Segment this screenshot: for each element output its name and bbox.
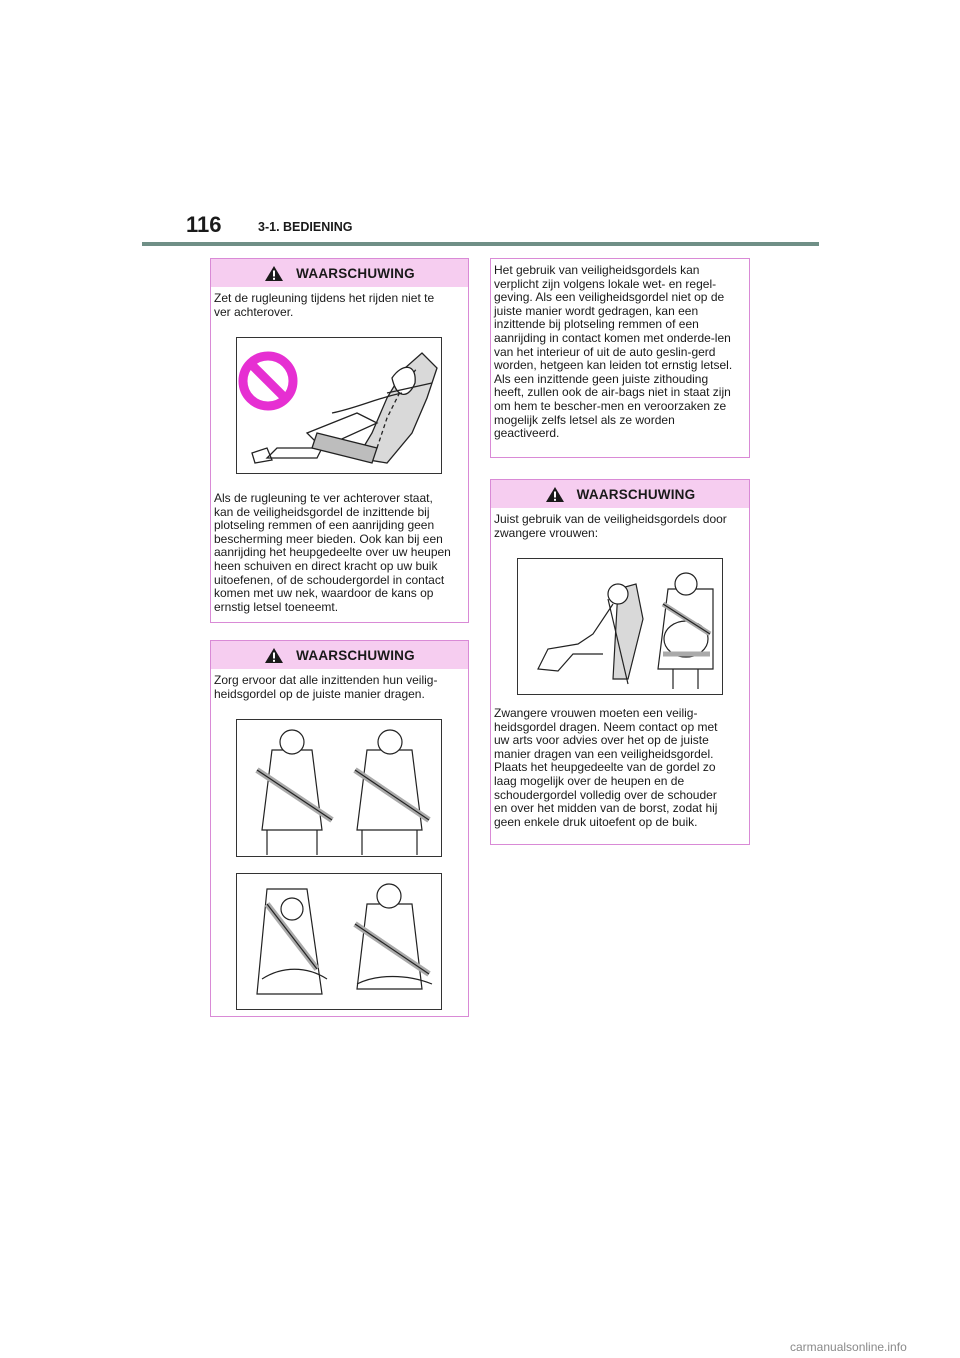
warning-title: WAARSCHUWING	[296, 265, 415, 281]
warning-intro: Zet de rugleuning tijdens het rijden niet te ver achterover.	[214, 291, 435, 319]
warning-triangle-icon	[264, 647, 284, 664]
figure-adult-belt-fitting	[236, 719, 442, 857]
footer-watermark: carmanualsonline.info	[790, 1340, 907, 1354]
warning-title: WAARSCHUWING	[296, 647, 415, 663]
info-body: Het gebruik van veiligheidsgordels kan verplicht zijn volgens lokale wet- en regel-geving. Als een veiligheidsgordel niet op de juiste manier wordt gedragen, kan een inzittende bij plotseling remmen of een aanrijding in contact komen met onderde-len van het interieur of uit de auto geslin-gerd worden, hetgeen kan leiden tot ernstig letsel. Als een inzittende geen juiste zithouding heeft, zullen ook de air-bags niet in staat zijn om hem te bescher-men en veroorzaken ze mogelijk zelfs letsel als ze worden geactiveerd.	[494, 263, 733, 441]
figure-child-and-adult-belt-fitting	[236, 873, 442, 1010]
seated-child-adult-illustration	[257, 884, 432, 994]
warning-header	[211, 259, 468, 287]
pregnant-passenger-illustration	[538, 573, 713, 689]
figure-pregnant-belt-fitting	[517, 558, 723, 695]
seated-adults-illustration	[257, 730, 429, 855]
prohibited-icon	[243, 356, 293, 406]
warning-intro: Zorg ervoor dat alle inzittenden hun veilig-heidsgordel op de juiste manier dragen.	[214, 673, 438, 701]
info-box-legislation	[490, 258, 750, 458]
warning-triangle-icon	[545, 486, 565, 503]
warning-triangle-icon	[264, 265, 284, 282]
warning-title: WAARSCHUWING	[576, 486, 696, 502]
warning-header	[211, 641, 468, 669]
warning-intro: Juist gebruik van de veiligheidsgordels door zwangere vrouwen:	[494, 512, 727, 540]
section-title: 3-1. BEDIENING	[258, 220, 353, 234]
figure-reclined-seat	[236, 337, 442, 474]
header-rule	[142, 242, 819, 246]
page-number: 116	[186, 212, 222, 237]
warning-header	[491, 480, 749, 508]
warning-body: Zwangere vrouwen moeten een veilig-heidsgordel dragen. Neem contact op met uw arts voor advies over het op de juiste manier dragen van een veiligheidsgordel. Plaats het heupgedeelte van de gordel zo laag mogelijk over de heupen en de schoudergordel volledig over de schouder en over het midden van de borst, zodat hij geen enkele druk uitoefent op de buik.	[494, 706, 718, 829]
warning-body: Als de rugleuning te ver achterover staat, kan de veiligheidsgordel de inzittende bij plotseling remmen of een aanrijding geen bescherming meer bieden. Ook kan bij een aanrijding het heupgedeelte over uw heupen heen schuiven en direct kracht op uw buik uitoefenen, of de schoudergordel in contact komen met uw nek, waardoor de kans op ernstig letsel toeneemt.	[214, 491, 451, 614]
